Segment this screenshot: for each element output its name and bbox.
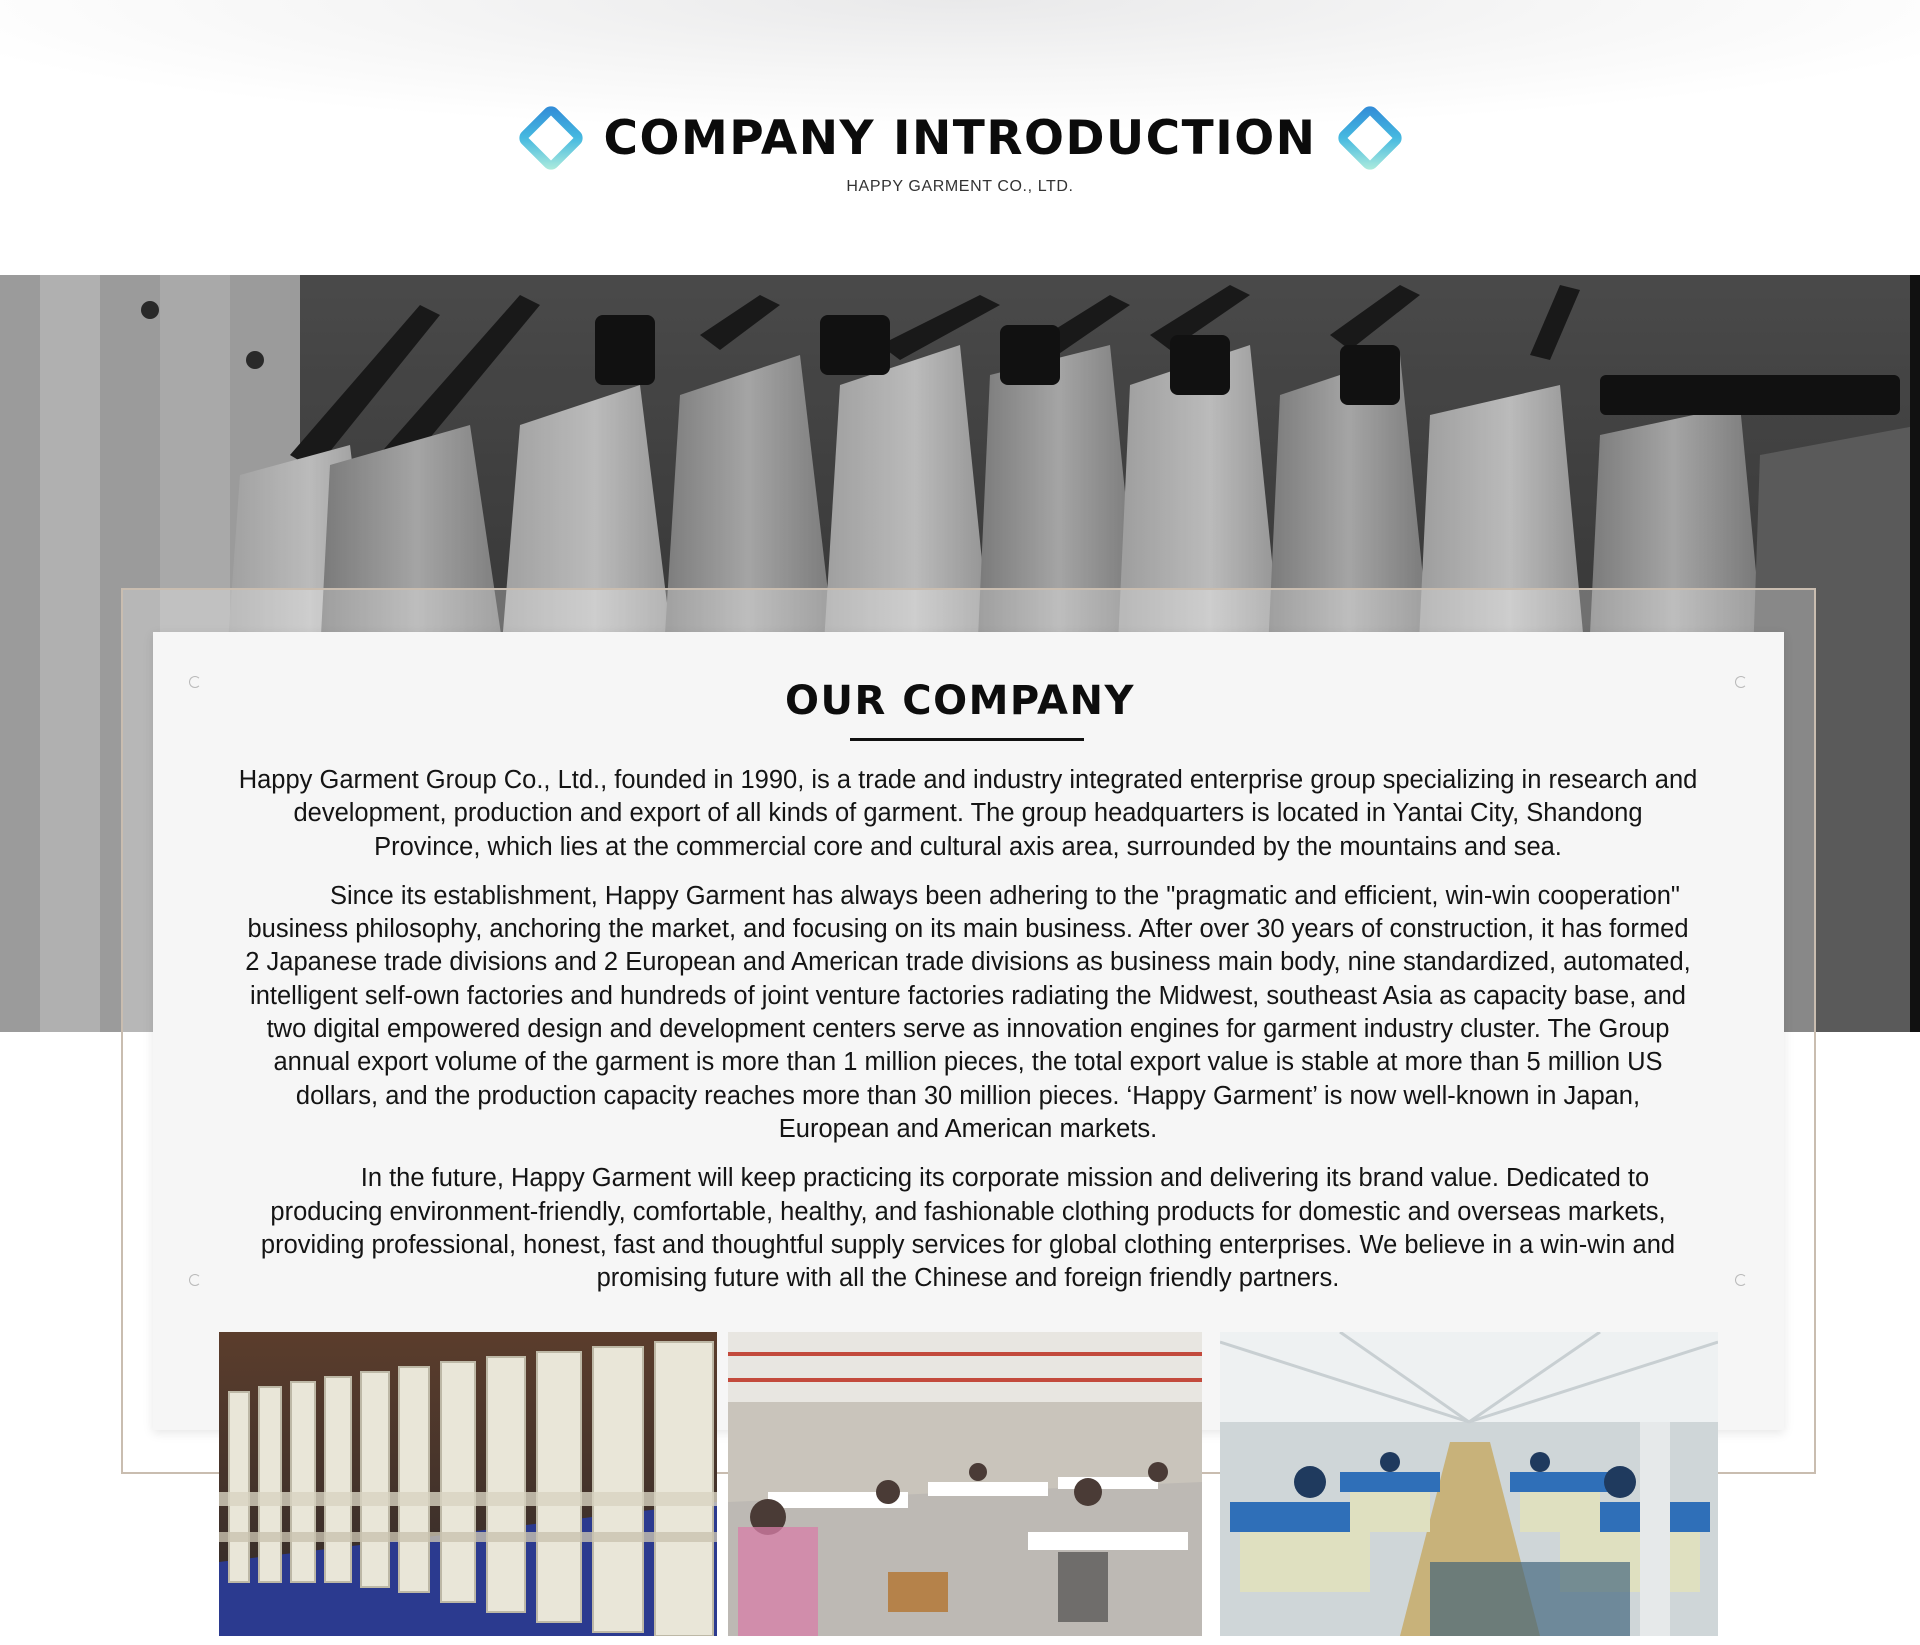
factory-photos	[219, 1332, 1719, 1636]
sewing-workshop-photo	[728, 1332, 1202, 1636]
pin-icon	[189, 1274, 201, 1286]
paragraph: Happy Garment Group Co., Ltd., founded in 1990, is a trade and industry integrated enterprise group specializing in research and development, production and export of all kinds of garment. The group headquarters is located in Yantai City, Shandong Province, which lies at the commercial core and cultural axis area, surrounded by the mountains and sea.	[238, 766, 1698, 861]
diamond-icon	[515, 102, 587, 174]
section-title: OUR COMPANY	[785, 678, 1135, 724]
title-underline	[850, 738, 1084, 741]
page-subtitle: HAPPY GARMENT CO., LTD.	[846, 178, 1074, 195]
embroidery-machines-photo	[219, 1332, 717, 1636]
title-row	[0, 102, 1920, 174]
paragraph: In the future, Happy Garment will keep practicing its corporate mission and delivering its brand value. Dedicated to producing environment-friendly, comfortable, healthy, and fashionable clothing products for domestic and overseas markets, providing professional, honest, fast and thoughtful supply services for global clothing enterprises. We believe in a win-win and promising future with all the Chinese and foreign friendly partners.	[260, 1164, 1676, 1293]
intro-header	[0, 0, 1920, 275]
diamond-icon	[1334, 102, 1406, 174]
paragraph: Since its establishment, Happy Garment has always been adhering to the "pragmatic and efficient, win-win cooperation" business philosophy, anchoring the market, and focusing on its main business. After over 30 years of construction, it has formed 2 Japanese trade divisions and 2 European and American trade divisions as business main body, nine standardized, automated, intelligent self-own factories and hundreds of joint venture factories radiating the Midwest, southeast Asia as capacity base, and two digital empowered design and development centers serve as innovation engines for garment industry cluster. The Group annual export volume of the garment is more than 1 million pieces, the total export value is stable at more than 5 million US dollars, and the production capacity reaches more than 30 million pieces. ‘Happy Garment’ is now well-known in Japan, European and American markets.	[245, 881, 1691, 1143]
production-line-photo	[1220, 1332, 1718, 1636]
banner-edge	[1910, 275, 1920, 1032]
company-description	[238, 764, 1698, 1311]
pin-icon	[1735, 1274, 1747, 1286]
page-title: COMPANY INTRODUCTION	[603, 110, 1317, 166]
